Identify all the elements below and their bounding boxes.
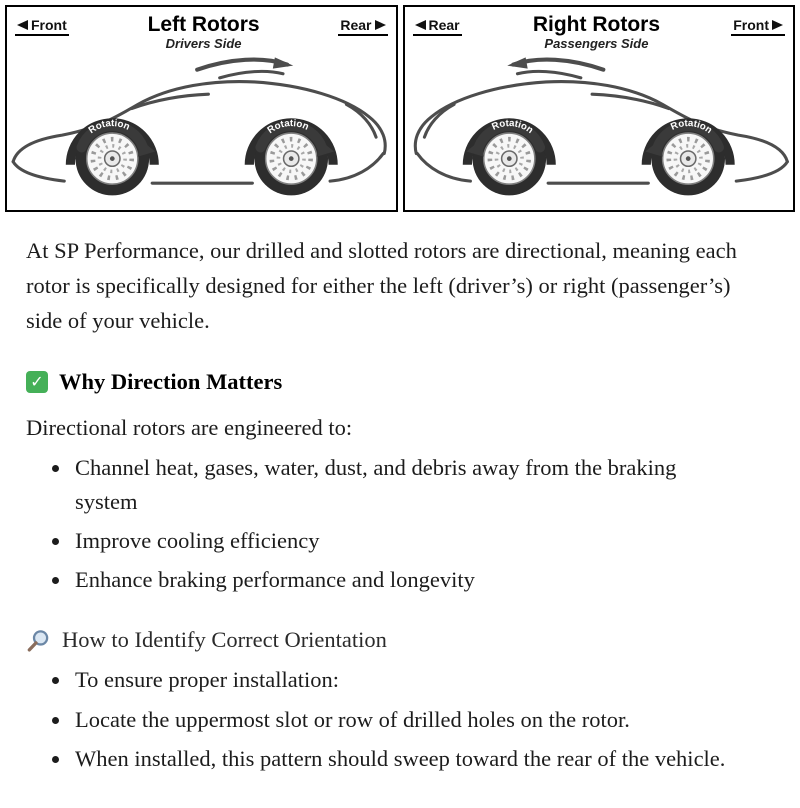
direction-text: Front: [31, 17, 67, 33]
left-panel-title-block: [148, 13, 260, 51]
list-item: • Improve cooling efficiency: [72, 524, 734, 558]
panel-subtitle: Drivers Side: [165, 35, 242, 51]
right-rotors-panel: [403, 5, 796, 212]
intro-paragraph: At SP Performance, our drilled and slotted rotors are directional, meaning each rotor is specifically designed for either the left (driver’s) or right (passenger’s) side of your vehicle.: [26, 238, 737, 333]
front-direction-label: [15, 17, 69, 36]
list-item: • When installed, this pattern should sweep toward the rear of the vehicle.: [72, 742, 734, 776]
front-direction-label: [731, 17, 785, 36]
car-body: [13, 57, 385, 195]
rear-direction-label: [413, 17, 462, 36]
left-panel-header: [7, 11, 396, 53]
rotation-label: Rotation: [86, 118, 132, 137]
panel-title: Right Rotors: [532, 13, 661, 36]
check-icon: ✓: [26, 371, 48, 393]
rotation-label: Rotation: [265, 118, 311, 137]
article-content: [0, 234, 800, 808]
rotation-label: Rotation: [489, 117, 535, 137]
rotation-label: Rotation: [668, 117, 714, 137]
direction-text: Rear: [428, 17, 460, 33]
right-panel-header: [405, 11, 794, 53]
list-item: • To ensure proper installation:: [72, 663, 734, 697]
left-rotors-panel: [5, 5, 398, 212]
panel-title: Left Rotors: [147, 13, 260, 36]
list-item: • Channel heat, gases, water, dust, and debris away from the braking system: [72, 451, 734, 519]
car-body: [415, 57, 787, 195]
section1-lead: Directional rotors are engineered to:: [26, 414, 353, 440]
right-car-illustration: [405, 50, 794, 210]
arrow-left-icon: [17, 20, 28, 30]
rear-direction-label: [338, 17, 387, 36]
heading-text: How to Identify Correct Orientation: [62, 627, 387, 653]
list-item: • Enhance braking performance and longevity: [72, 563, 734, 597]
section-heading-identify-orientation: [26, 627, 774, 653]
magnifier-icon: [26, 628, 51, 653]
right-panel-title-block: [533, 13, 660, 51]
section-heading-why-direction-matters: [26, 369, 774, 395]
left-car-illustration: [7, 50, 396, 210]
direction-text: Rear: [340, 17, 372, 33]
arrow-left-icon: [415, 20, 426, 30]
heading-text: Why Direction Matters: [59, 368, 283, 394]
section1-bullet-list: [26, 451, 734, 598]
arrow-right-icon: [772, 20, 783, 30]
section2-bullet-list: [26, 663, 734, 776]
panel-subtitle: Passengers Side: [544, 35, 649, 51]
arrow-right-icon: [375, 20, 386, 30]
list-item: • Locate the uppermost slot or row of drilled holes on the rotor.: [72, 703, 734, 737]
direction-text: Front: [733, 17, 769, 33]
rotor-direction-diagram: [0, 0, 800, 216]
